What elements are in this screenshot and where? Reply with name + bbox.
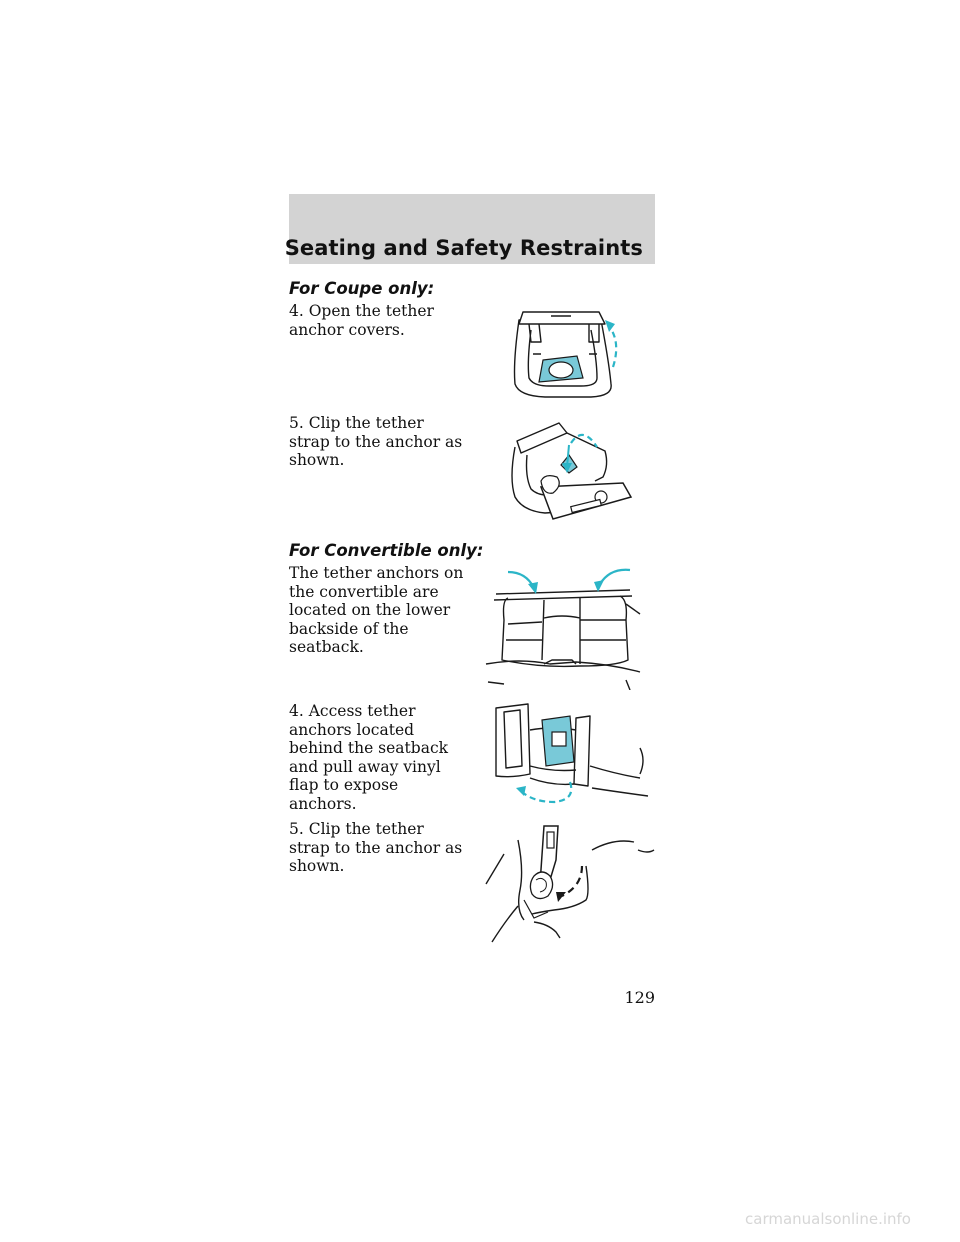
page-number: 129 [624, 988, 655, 1007]
section-title: Seating and Safety Restraints [284, 236, 643, 260]
tether-anchor-cover-open-illustration [505, 302, 625, 402]
convertible-heading: For Convertible only: [289, 541, 484, 560]
coupe-heading: For Coupe only: [289, 279, 435, 298]
convertible-intro-text: The tether anchors on the convertible are located on the lower backside of the seatback. [289, 564, 464, 656]
watermark-text: carmanualsonline.info [745, 1210, 911, 1228]
coupe-step-4-text: 4. Open the tether anchor covers. [289, 302, 434, 339]
tether-strap-clip-coupe-illustration [505, 415, 645, 525]
convertible-step-4-text: 4. Access tether anchors located behind the seatback and pull away vinyl flap to expose anchors. [289, 702, 449, 813]
convertible-seatback-tether-location-illustration [480, 560, 650, 690]
section-header-band [284, 194, 655, 264]
vinyl-flap-pull-away-illustration [490, 700, 650, 808]
convertible-step-5-text: 5. Clip the tether strap to the anchor as shown. [289, 820, 463, 875]
tether-strap-clip-convertible-illustration [478, 820, 658, 948]
coupe-step-5-text: 5. Clip the tether strap to the anchor as shown. [289, 414, 463, 469]
